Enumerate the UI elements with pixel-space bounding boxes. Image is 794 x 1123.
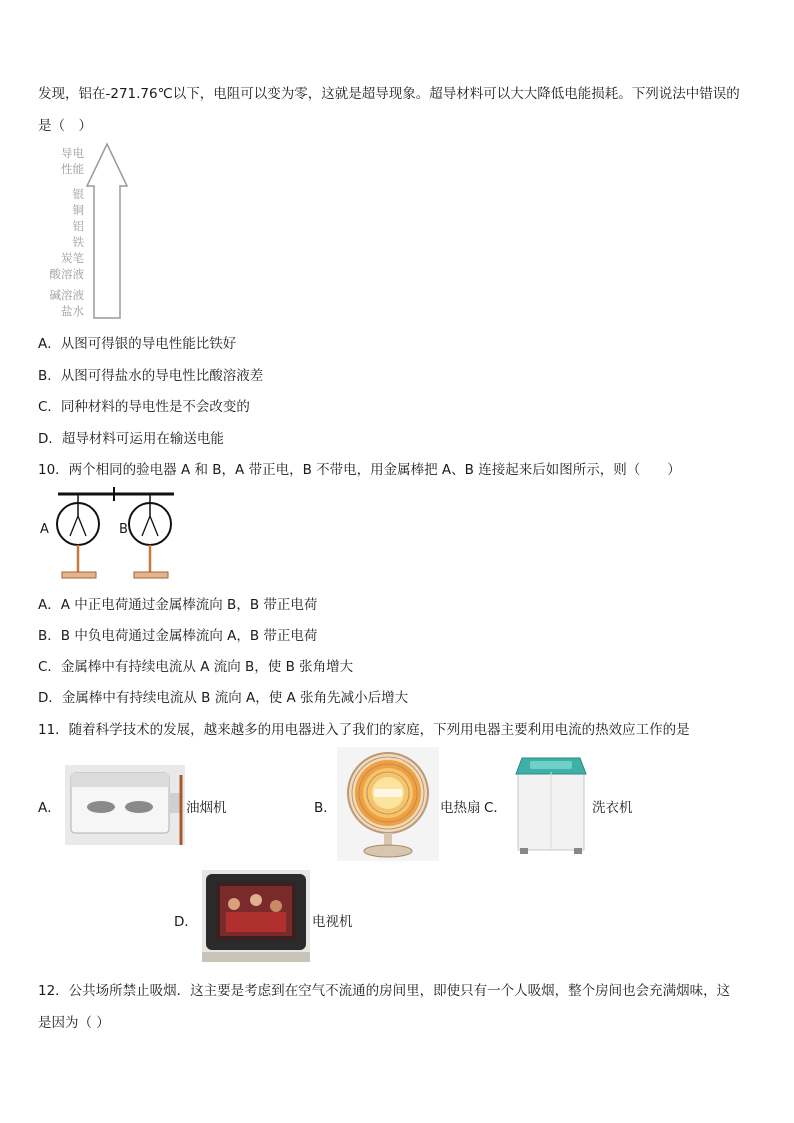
q10-option-d[interactable]: D．金属棒中有持续电流从 B 流向 A，使 A 张角先减小后增大 bbox=[38, 690, 409, 706]
q12-stem-line2: 是因为（ ） bbox=[38, 1015, 110, 1031]
material-copper: 铜 bbox=[72, 203, 84, 217]
range-hood-icon bbox=[65, 765, 185, 845]
range-hood-image bbox=[65, 765, 185, 845]
q11-option-b-name: 电热扇 bbox=[440, 800, 481, 816]
material-salt-water: 盐水 bbox=[61, 304, 84, 318]
q9-option-d[interactable]: D．超导材料可运用在输送电能 bbox=[38, 431, 224, 447]
q11-stem: 11．随着科学技术的发展，越来越多的用电器进入了我们的家庭，下列用电器主要利用电流的热效应工作的是 bbox=[38, 722, 690, 738]
q11-option-a-letter[interactable]: A． bbox=[38, 800, 61, 816]
q11-option-b-letter[interactable]: B． bbox=[314, 800, 337, 816]
television-icon bbox=[202, 870, 310, 962]
q9-option-c[interactable]: C．同种材料的导电性是不会改变的 bbox=[38, 399, 250, 415]
heater-fan-image bbox=[337, 747, 439, 861]
conductivity-figure bbox=[40, 142, 140, 322]
axis-label-performance: 性能 bbox=[61, 162, 84, 176]
axis-label-conductivity: 导电 bbox=[61, 146, 84, 160]
heater-fan-icon bbox=[337, 747, 439, 861]
q12-stem-line1: 12．公共场所禁止吸烟．这主要是考虑到在空气不流通的房间里，即使只有一个人吸烟，整个房间也会充满烟味，这 bbox=[38, 983, 731, 999]
material-charcoal: 炭笔 bbox=[61, 251, 84, 265]
q9-stem-line1: 发现，铝在-271.76℃以下，电阻可以变为零，这就是超导现象。超导材料可以大大降低电能损耗。下列说法中错误的 bbox=[38, 86, 740, 102]
q11-option-c-name: 洗衣机 bbox=[592, 800, 633, 816]
q11-option-d-name: 电视机 bbox=[312, 914, 353, 930]
q10-option-b[interactable]: B．B 中负电荷通过金属棒流向 A，B 带正电荷 bbox=[38, 628, 318, 644]
q11-option-c-letter[interactable]: C． bbox=[484, 800, 507, 816]
electroscope-figure bbox=[38, 486, 178, 586]
washing-machine-image bbox=[512, 752, 590, 856]
material-iron: 铁 bbox=[72, 235, 84, 249]
material-aluminum: 铝 bbox=[72, 219, 84, 233]
q9-option-b[interactable]: B．从图可得盐水的导电性比酸溶液差 bbox=[38, 368, 264, 384]
electroscope-label-a: A bbox=[40, 522, 49, 537]
q11-option-d-letter[interactable]: D． bbox=[174, 914, 198, 930]
q11-option-a-name: 油烟机 bbox=[186, 800, 227, 816]
q10-option-a[interactable]: A．A 中正电荷通过金属棒流向 B，B 带正电荷 bbox=[38, 597, 318, 613]
q9-option-a[interactable]: A．从图可得银的导电性能比铁好 bbox=[38, 336, 237, 352]
television-image bbox=[202, 870, 310, 962]
q10-option-c[interactable]: C．金属棒中有持续电流从 A 流向 B，使 B 张角增大 bbox=[38, 659, 354, 675]
washing-machine-icon bbox=[512, 752, 590, 856]
q10-stem: 10．两个相同的验电器 A 和 B，A 带正电，B 不带电，用金属棒把 A、B 连接起来后如图所示，则（ ） bbox=[38, 462, 681, 478]
material-silver: 银 bbox=[72, 187, 84, 201]
material-alkali-solution: 碱溶液 bbox=[49, 288, 84, 302]
electroscope-diagram bbox=[38, 486, 178, 586]
material-acid-solution: 酸溶液 bbox=[49, 267, 84, 281]
up-arrow-icon bbox=[84, 142, 130, 322]
electroscope-label-b: B bbox=[119, 522, 128, 537]
q9-stem-line2: 是（ ） bbox=[38, 118, 92, 134]
